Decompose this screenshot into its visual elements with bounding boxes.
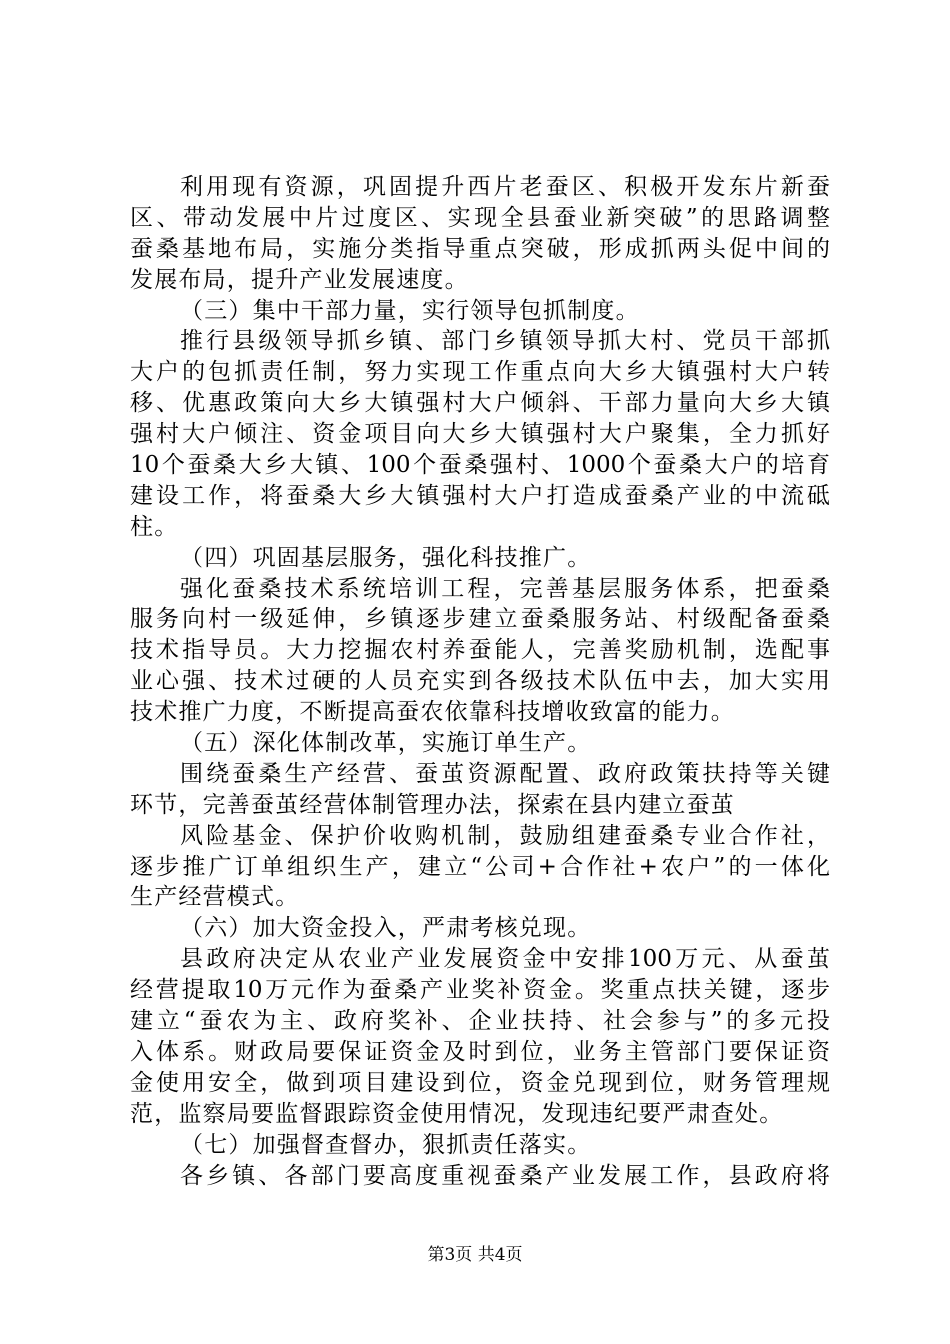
text-line: 10个蚕桑大乡大镇、100个蚕桑强村、1000个蚕桑大户的培育	[130, 452, 830, 479]
text-line: 建立“蚕农为主、政府奖补、企业扶持、社会参与”的多元投	[130, 1008, 830, 1035]
document-body	[130, 172, 830, 1191]
page-footer: 第3页 共4页	[427, 1245, 523, 1265]
text-line: 逐步推广订单组织生产，建立“公司+合作社+农户”的一体化	[130, 853, 830, 880]
text-line: 区、带动发展中片过度区、实现全县蚕业新突破”的思路调整	[130, 204, 830, 231]
text-line: 业心强、技术过硬的人员充实到各级技术队伍中去，加大实用	[130, 668, 830, 695]
text-line: 经营提取10万元作为蚕桑产业奖补资金。奖重点扶关键，逐步	[130, 977, 830, 1004]
text-line: 技术推广力度，不断提高蚕农依靠科技增收致富的能力。	[130, 699, 735, 726]
text-line: 环节，完善蚕茧经营体制管理办法，探索在县内建立蚕茧	[130, 791, 735, 818]
text-line: 生产经营模式。	[130, 884, 300, 911]
text-line: 各乡镇、各部门要高度重视蚕桑产业发展工作，县政府将	[180, 1162, 830, 1189]
text-line: 服务向村一级延伸，乡镇逐步建立蚕桑服务站、村级配备蚕桑	[130, 606, 830, 633]
text-line: （七）加强督查督办，狠抓责任落实。	[180, 1131, 592, 1158]
text-line: 范，监察局要监督跟踪资金使用情况，发现违纪要严肃查处。	[130, 1100, 784, 1127]
text-line: 县政府决定从农业产业发展资金中安排100万元、从蚕茧	[180, 946, 830, 973]
text-line: 利用现有资源，巩固提升西片老蚕区、积极开发东片新蚕	[180, 174, 830, 200]
text-line: 金使用安全，做到项目建设到位，资金兑现到位，财务管理规	[130, 1069, 830, 1096]
text-line: （三）集中干部力量，实行领导包抓制度。	[180, 297, 640, 324]
text-line: 推行县级领导抓乡镇、部门乡镇领导抓大村、党员干部抓	[180, 328, 830, 355]
text-line: （五）深化体制改革，实施订单生产。	[180, 730, 592, 757]
text-line: （六）加大资金投入，严肃考核兑现。	[180, 915, 592, 942]
text-line: 强化蚕桑技术系统培训工程，完善基层服务体系，把蚕桑	[180, 575, 830, 602]
text-line: 技术指导员。大力挖掘农村养蚕能人，完善奖励机制，选配事	[130, 637, 830, 664]
text-line: 强村大户倾注、资金项目向大乡大镇强村大户聚集，全力抓好	[130, 421, 830, 448]
text-line: 入体系。财政局要保证资金及时到位，业务主管部门要保证资	[130, 1038, 830, 1065]
text-line: 大户的包抓责任制，努力实现工作重点向大乡大镇强村大户转	[130, 359, 830, 386]
text-line: 柱。	[130, 513, 179, 540]
text-line: 建设工作，将蚕桑大乡大镇强村大户打造成蚕桑产业的中流砥	[130, 482, 830, 509]
text-line: 移、优惠政策向大乡大镇强村大户倾斜、干部力量向大乡大镇	[130, 390, 830, 417]
text-line: 发展布局，提升产业发展速度。	[130, 266, 469, 293]
text-line: 蚕桑基地布局，实施分类指导重点突破，形成抓两头促中间的	[130, 235, 830, 262]
text-line: （四）巩固基层服务，强化科技推广。	[180, 544, 592, 571]
text-line: 风险基金、保护价收购机制，鼓励组建蚕桑专业合作社，	[180, 822, 830, 849]
text-line: 围绕蚕桑生产经营、蚕茧资源配置、政府政策扶持等关键	[180, 760, 830, 787]
